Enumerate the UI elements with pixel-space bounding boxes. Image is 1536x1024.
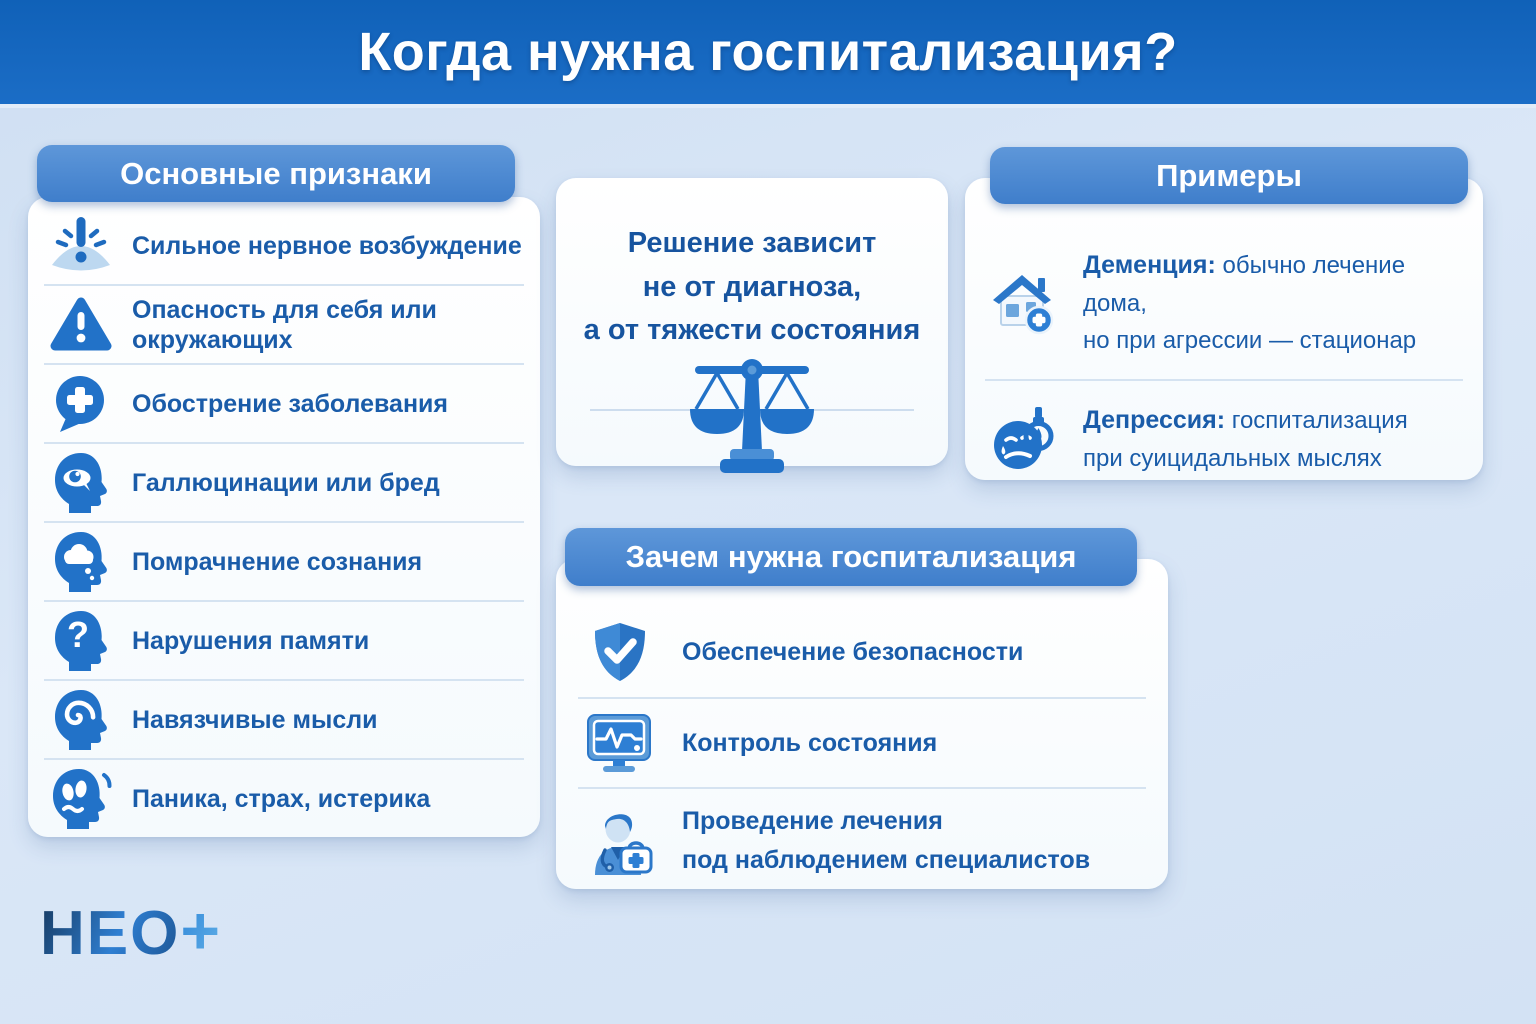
scale-section: [556, 357, 948, 497]
page-title: Когда нужна госпитализация?: [358, 22, 1178, 82]
obsessive-spiral-icon: [44, 688, 118, 752]
sign-label: Нарушения памяти: [132, 626, 370, 655]
list-item: [578, 699, 1146, 789]
panic-face-icon: [44, 767, 118, 831]
purpose-text: [682, 724, 937, 763]
shield-check-icon: [578, 620, 662, 684]
brand-logo-plus: +: [180, 893, 223, 969]
medical-bubble-icon: [44, 373, 118, 435]
list-item: [44, 760, 524, 837]
purpose-card: [556, 559, 1168, 889]
header-band: [0, 0, 1536, 108]
balance-scale-icon: [677, 351, 827, 480]
decision-line: Решение зависит: [627, 227, 877, 259]
purpose-line: Проведение лечения: [682, 807, 943, 835]
sign-label: Навязчивые мысли: [132, 705, 378, 734]
decision-line: не от диагноза,: [642, 270, 862, 303]
house-plus-icon: [985, 270, 1065, 336]
example-term: Деменция:: [1083, 251, 1216, 279]
purpose-header-label: Зачем нужна госпитализация: [625, 539, 1077, 574]
sign-label: Опасность для себя или окружающих: [132, 295, 437, 354]
list-item: [44, 523, 524, 602]
example-line: при суицидальных мыслях: [1083, 444, 1382, 472]
purpose-text: [682, 633, 1023, 672]
brand-logo-text: НЕО: [40, 899, 181, 968]
purpose-line: Обеспечение безопасности: [682, 637, 1024, 666]
main-signs-card: [28, 197, 540, 837]
doctor-treatment-icon: [578, 805, 662, 877]
examples-header: [990, 147, 1468, 204]
decision-statement: [574, 222, 930, 353]
hallucination-eye-icon: [44, 451, 118, 515]
example-term: Депрессия:: [1083, 406, 1226, 435]
vitals-monitor-icon: [578, 712, 662, 774]
list-item: [44, 681, 524, 760]
example-line: [1083, 401, 1408, 440]
list-item: [44, 286, 524, 365]
sign-label: Галлюцинации или бред: [132, 468, 440, 497]
purpose-line: Контроль состояния: [682, 728, 938, 757]
list-item: [44, 365, 524, 444]
sign-label: Обострение заболевания: [132, 389, 449, 418]
purpose-text: [682, 802, 1090, 880]
example-description: госпитализация: [1225, 407, 1408, 435]
sign-label: Помрачнение сознания: [132, 547, 423, 576]
list-item: [44, 444, 524, 523]
purpose-header: [565, 528, 1137, 586]
main-signs-header-label: Основные признаки: [120, 155, 432, 191]
sign-label: Паника, страх, истерика: [132, 784, 431, 813]
danger-triangle-icon: [44, 296, 118, 354]
question-glyph: ?: [67, 613, 89, 655]
list-item: [44, 207, 524, 286]
main-signs-header: [37, 145, 515, 202]
purpose-line: под наблюдением специалистов: [682, 845, 1091, 874]
depression-noose-icon: [985, 405, 1065, 473]
example-text: [1083, 246, 1463, 359]
examples-header-label: Примеры: [1156, 157, 1302, 193]
memory-question-icon: [44, 609, 118, 673]
agitation-icon: [44, 215, 118, 277]
sign-label: Сильное нервное возбуждение: [132, 231, 522, 260]
list-item: [985, 381, 1463, 497]
decision-card: [556, 178, 948, 466]
list-item: [44, 602, 524, 681]
brand-logo: [40, 892, 222, 970]
example-text: [1083, 401, 1408, 477]
list-item: [985, 226, 1463, 381]
list-item: [578, 607, 1146, 699]
clouded-mind-icon: [44, 530, 118, 594]
list-item: [578, 789, 1146, 893]
example-line: [1083, 246, 1463, 322]
example-line: но при агрессии — стационар: [1083, 326, 1417, 354]
decision-line: а от тяжести состояния: [583, 314, 921, 346]
examples-card: [965, 178, 1483, 480]
example-description: обычно лечение дома,: [1083, 252, 1406, 317]
